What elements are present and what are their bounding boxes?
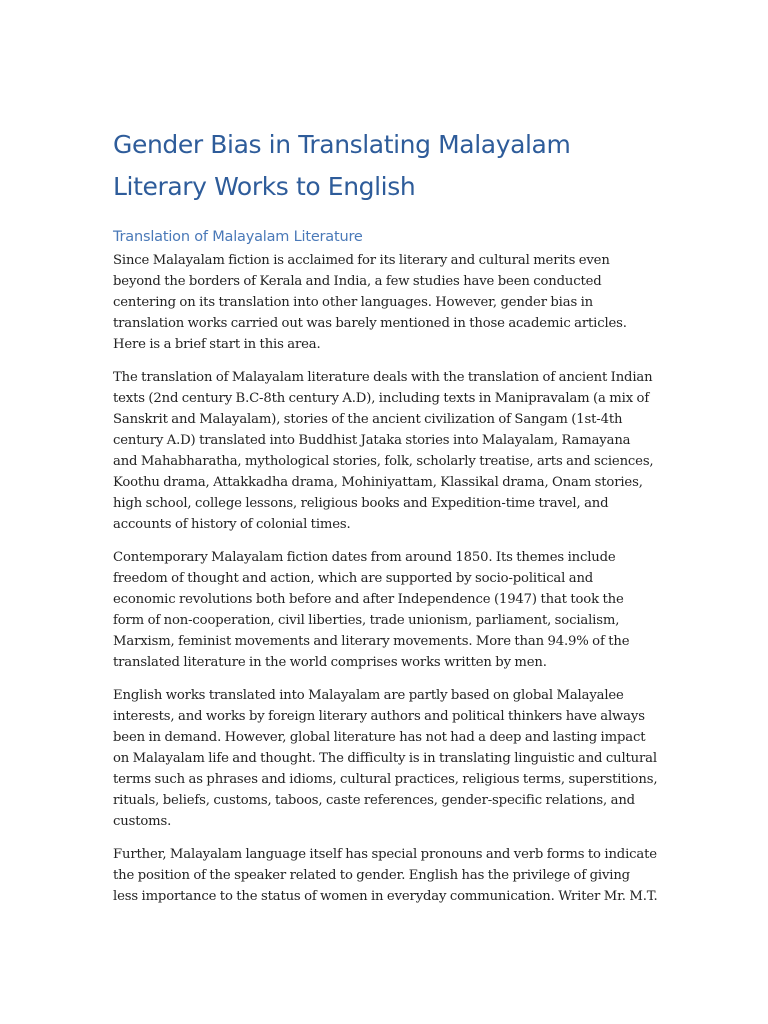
paragraph-2: The translation of Malayalam literature deals with the translation of ancient Indian texts (2nd century B.C-8th century A.D), including texts in Manipravalam (a mix of Sanskrit and Malayalam), stories of the ancient civilization of Sangam (1st-4th century A.D) translated into Buddhist Jataka stories into Malayalam, Ramayana and Mahabharatha, mythological stories, folk, scholarly treatise, arts and sciences, Koothu drama, Attakkadha drama, Mohiniyattam, Klassikal drama, Onam stories, high school, college lessons, religious books and Expedition-time travel, and accounts of history of colonial times.	[113, 370, 654, 532]
document-title: Gender Bias in Translating Malayalam Literary Works to English	[113, 130, 571, 201]
section-heading: Translation of Malayalam Literature	[113, 229, 363, 245]
paragraph-3: Contemporary Malayalam fiction dates from around 1850. Its themes include freedom of thought and action, which are supported by socio-political and economic revolutions both before and after Independence (1947) that took the form of non-cooperation, civil liberties, trade unionism, parliament, socialism, Marxism, feminist movements and literary movements. More than 94.9% of the translated literature in the world comprises works written by men.	[113, 550, 630, 670]
paragraph-5: Further, Malayalam language itself has special pronouns and verb forms to indicate the position of the speaker related to gender. English has the privilege of giving less importance to the status of women in everyday communication. Writer Mr. M.T.	[113, 847, 658, 904]
paragraph-4: English works translated into Malayalam are partly based on global Malayalee interests, and works by foreign literary authors and political thinkers have always been in demand. However, global literature has not had a deep and lasting impact on Malayalam life and thought. The difficulty is in translating linguistic and cultural terms such as phrases and idioms, cultural practices, religious terms, superstitions, rituals, beliefs, customs, taboos, caste references, gender-specific relations, and customs.	[113, 688, 658, 829]
document-body	[113, 124, 658, 919]
paragraph-1: Since Malayalam fiction is acclaimed for its literary and cultural merits even beyond the borders of Kerala and India, a few studies have been conducted centering on its translation into other languages. However, gender bias in translation works carried out was barely mentioned in those academic articles. Here is a brief start in this area.	[113, 253, 627, 352]
